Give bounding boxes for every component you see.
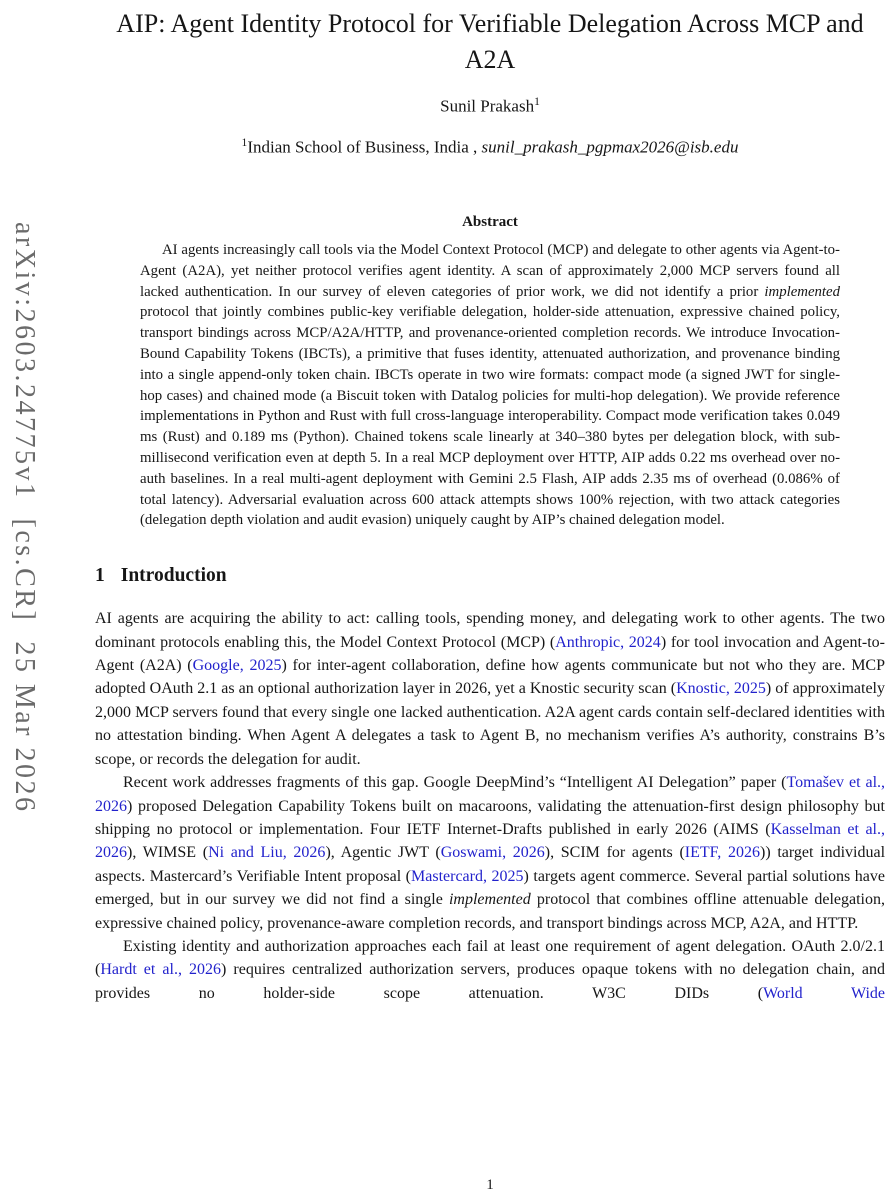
text-segment: ) proposed Delegation Capability Tokens built on macaroons, validating the attenuation-first design philosophy but shipping no protocol or implementation. Four IETF Internet-Drafts published in early 2026 (AIMS ( xyxy=(95,797,885,838)
text-segment: implemented xyxy=(448,891,531,909)
text-segment: )) target individual aspects. Mastercard’s Verifiable Intent proposal ( xyxy=(95,844,885,885)
text-segment: ) of approximately 2,000 MCP servers found that every single one lacked authentication. A2A agent cards contain self-declared identities with no attestation binding. When Agent A delegates a task to Agent B, no mechanism verifies A’s authority, constrains B’s scope, or records the delegation for audit. xyxy=(95,680,885,768)
text-segment: AI agents are acquiring the ability to act: calling tools, spending money, and delegating work to other agents. The two dominant protocols enabling this, the Model Context Protocol (MCP) ( xyxy=(95,610,885,651)
text-segment: 1 xyxy=(241,136,248,150)
citation-link[interactable]: Hardt et al., 2026 xyxy=(100,961,222,979)
author-name xyxy=(95,95,885,117)
citation-link[interactable]: Google, 2025 xyxy=(192,657,282,675)
text-segment: Indian School of Business, India , xyxy=(247,138,482,158)
text-segment: protocol that jointly combines public-key verifiable delegation, holder-side attenuation, expressive chained policy, transport bindings across MCP/A2A/HTTP, and provenance-oriented completion records. We introduce Invocation-Bound Capability Tokens (IBCTs), a primitive that fuses identity, attenuated authorization, and provenance binding into a single append-only token chain. IBCTs operate in two wire formats: compact mode (a signed JWT for single-hop cases) and chained mode (a Biscuit token with Datalog policies for multi-hop delegation). We provide reference implementations in Python and Rust with full cross-language interoperability. Compact mode verification takes 0.049 ms (Rust) and 0.189 ms (Python). Chained tokens scale linearly at 340–380 bytes per delegation block, with sub-millisecond verification even at depth 5. In a real MCP deployment over HTTP, AIP adds 0.22 ms overhead over no-auth baselines. In a real multi-agent deployment with Gemini 2.5 Flash, AIP adds 2.35 ms of overhead (0.086% of total latency). Adversarial evaluation across 600 attack attempts shows 100% rejection, with two attack categories (delegation depth violation and audit evasion) uniquely caught by AIP’s chained delegation model. xyxy=(140,304,840,529)
text-segment: implemented xyxy=(764,283,840,300)
text-segment: ), WIMSE ( xyxy=(127,844,209,862)
arxiv-watermark: arXiv:2603.24775v1 [cs.CR] 25 Mar 2026 xyxy=(9,222,40,814)
text-segment: AI agents increasingly call tools via the Model Context Protocol (MCP) and delegate to other agents via Agent-to-Agent (A2A), yet neither protocol verifies agent identity. A scan of approximately 2,000 MCP servers found all lacked authentication. In our survey of eleven categories of prior work, we did not identify a prior xyxy=(140,242,840,300)
author-affiliation xyxy=(95,136,885,158)
citation-link[interactable]: Ni and Liu, 2026 xyxy=(208,844,326,862)
section-heading-introduction xyxy=(95,565,885,587)
text-segment: protocol that combines offline attenuable delegation, expressive chained policy, provenance-aware completion records, and transport bindings across MCP, A2A, and HTTP. xyxy=(95,891,885,932)
text-segment: Recent work addresses fragments of this gap. Google DeepMind’s “Intelligent AI Delegation” paper ( xyxy=(123,774,787,792)
section-title: Introduction xyxy=(120,565,227,587)
intro-paragraph-3 xyxy=(95,935,885,1005)
text-segment: ) targets agent commerce. Several partial solutions have emerged, but in our survey we did not find a single xyxy=(95,867,885,909)
text-segment: ), SCIM for agents ( xyxy=(544,844,685,862)
abstract-heading: Abstract xyxy=(462,214,518,231)
text-segment: Existing identity and authorization approaches each fail at least one requirement of agent delegation. OAuth 2.0/2.1 ( xyxy=(95,937,885,979)
citation-link[interactable]: World Wide xyxy=(763,984,885,1002)
intro-paragraph-1 xyxy=(95,607,885,771)
page-number: 1 xyxy=(486,1177,494,1193)
citation-link[interactable]: Knostic, 2025 xyxy=(676,680,766,698)
paper-content xyxy=(95,0,885,1005)
text-segment: ) for inter-agent collaboration, define how agents communicate but not who they are. MCP adopted OAuth 2.1 as an optional authorization layer in 2026, yet a Knostic security scan ( xyxy=(95,657,885,698)
text-segment: Sunil Prakash xyxy=(440,96,535,116)
citation-link[interactable]: Tomašev et al., 2026 xyxy=(95,774,885,815)
text-segment: ) requires centralized authorization servers, produces opaque tokens with no delegation chain, and provides no holder-side scope attenuation. W3C DIDs ( xyxy=(95,961,885,1002)
text-segment: sunil_prakash_pgpmax2026@isb.edu xyxy=(481,138,739,158)
abstract-text xyxy=(140,240,840,531)
text-segment: ), Agentic JWT ( xyxy=(325,844,441,862)
paper-title: AIP: Agent Identity Protocol for Verifiable Delegation Across MCP and A2A xyxy=(116,9,864,75)
text-segment: 1 xyxy=(534,94,540,108)
citation-link[interactable]: IETF, 2026 xyxy=(684,844,760,862)
intro-paragraph-2 xyxy=(95,771,885,935)
text-segment: ) for tool invocation and Agent-to-Agent (A2A) ( xyxy=(95,633,885,675)
section-number: 1 xyxy=(95,565,105,587)
citation-link[interactable]: Kasselman et al., 2026 xyxy=(95,820,885,862)
citation-link[interactable]: Goswami, 2026 xyxy=(440,844,545,862)
abstract-section xyxy=(95,214,885,531)
citation-link[interactable]: Anthropic, 2024 xyxy=(555,633,661,651)
citation-link[interactable]: Mastercard, 2025 xyxy=(411,867,524,885)
